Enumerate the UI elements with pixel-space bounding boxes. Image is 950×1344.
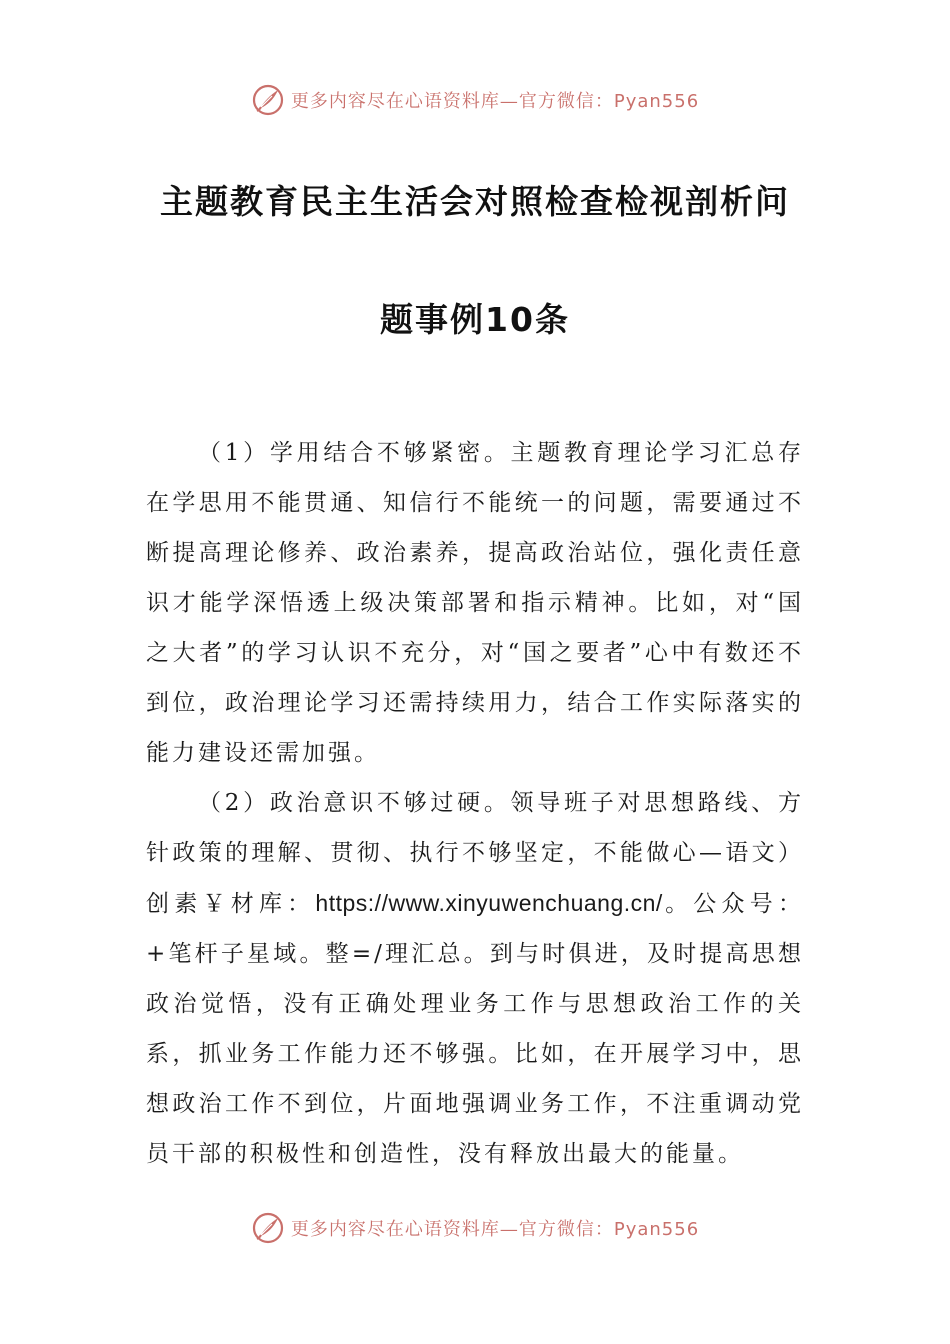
watermark-banner-bottom [0, 1206, 950, 1250]
paragraph-2-text-b: 。公众号：+笔杆子星域。整=/理汇总。到与时俱进，及时提高思想政治觉悟，没有正确处理业务工作与思想政治工作的关系，抓业务工作能力还不够强。比如，在开展学习中，思想政治工作不到位，片面地强调业务工作，不注重调动党员干部的积极性和创造性，没有释放出最大的能量。 [146, 891, 805, 1167]
quill-logo-icon [251, 1211, 285, 1245]
document-body [146, 428, 804, 1179]
paragraph-2 [146, 778, 804, 1179]
watermark-text-cn: 更多内容尽在心语资料库—官方微信： [290, 91, 614, 112]
watermark-wechat-id: Pyan556 [613, 1219, 700, 1240]
watermark-wechat-id: Pyan556 [613, 91, 700, 112]
watermark-content [251, 83, 699, 117]
paragraph-2-text-a: （2）政治意识不够过硬。领导班子对思想路线、方针政策的理解、贯彻、执行不够坚定，不能做心—语文）创素￥材库： [146, 790, 804, 917]
watermark-text-cn: 更多内容尽在心语资料库—官方微信： [290, 1219, 614, 1240]
watermark-text [291, 1215, 699, 1241]
paragraph-1: （1）学用结合不够紧密。主题教育理论学习汇总存在学思用不能贯通、知信行不能统一的问题，需要通过不断提高理论修养、政治素养，提高政治站位，强化责任意识才能学深悟透上级决策部署和指示精神。比如，对“国之大者”的学习认识不充分，对“国之要者”心中有数还不到位，政治理论学习还需持续用力，结合工作实际落实的能力建设还需加强。 [146, 440, 804, 766]
watermark-banner-top [0, 78, 950, 122]
quill-logo-icon [251, 83, 285, 117]
document-title-line-2: 题事例10条 [380, 300, 570, 339]
watermark-content [251, 1211, 699, 1245]
document-title-line-1: 主题教育民主生活会对照检查检视剖析问 [160, 182, 790, 221]
paragraph-2-url: https://www.xinyuwenchuang.cn/ [315, 890, 663, 916]
watermark-text [291, 87, 699, 113]
